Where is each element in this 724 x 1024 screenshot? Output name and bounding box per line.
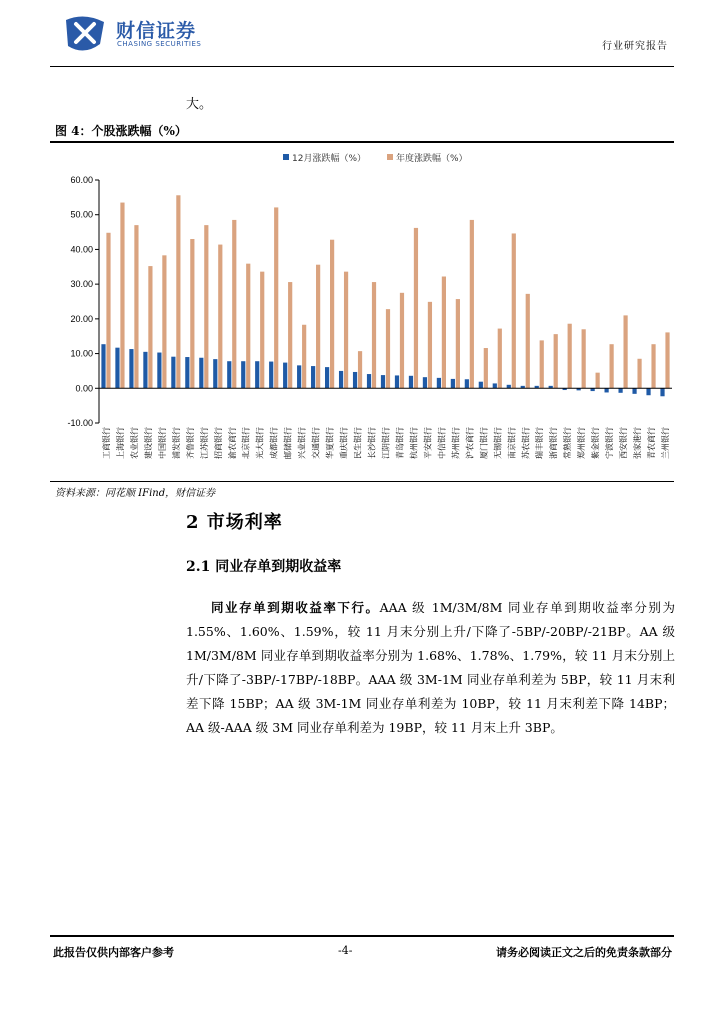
y-tick-label: 50.00	[70, 209, 93, 220]
bar-year	[372, 282, 376, 388]
x-category-label: 无锡银行	[493, 427, 503, 459]
x-category-label: 厦门银行	[479, 427, 489, 459]
bar-year	[428, 302, 432, 388]
bar-year	[484, 348, 488, 388]
body-paragraph	[186, 596, 675, 740]
stock-change-chart	[50, 146, 674, 481]
bar-year	[554, 334, 558, 388]
x-category-label: 张家港行	[633, 427, 643, 459]
y-tick-label: -10.00	[67, 418, 93, 428]
bar-year	[414, 228, 418, 388]
legend-swatch-year	[387, 154, 393, 160]
bar-dec	[115, 348, 119, 389]
x-category-label: 中国银行	[157, 427, 167, 459]
figure-caption: 图 4：个股涨跌幅（%）	[55, 124, 187, 138]
bar-year	[134, 225, 138, 388]
bar-dec	[353, 372, 357, 388]
bar-year	[637, 359, 641, 389]
bar-year	[610, 344, 614, 388]
bar-year	[582, 329, 586, 388]
x-category-label: 江苏银行	[199, 427, 209, 459]
bar-dec	[381, 375, 385, 388]
x-category-label: 齐鲁银行	[185, 427, 195, 459]
x-category-label: 南京银行	[507, 427, 517, 459]
x-category-label: 青岛银行	[395, 427, 405, 459]
bar-year	[274, 207, 278, 388]
x-category-label: 重庆银行	[339, 427, 349, 459]
bar-year	[526, 294, 530, 388]
x-category-label: 瑞丰银行	[535, 427, 545, 459]
x-category-label: 兴业银行	[297, 427, 307, 459]
header-divider	[50, 66, 674, 67]
x-category-label: 农业银行	[129, 427, 139, 459]
bar-dec	[367, 374, 371, 388]
bar-year	[358, 351, 362, 388]
x-category-label: 建设银行	[143, 427, 153, 459]
source-note: 资料来源：同花顺 IFind，财信证券	[55, 488, 216, 499]
bar-year	[204, 225, 208, 388]
y-tick-label: 30.00	[70, 279, 93, 290]
x-category-label: 招商银行	[213, 427, 223, 459]
bar-dec	[325, 367, 329, 388]
x-category-label: 华夏银行	[325, 427, 335, 459]
bar-dec	[101, 344, 105, 388]
bar-dec	[660, 388, 664, 396]
x-category-label: 渝农商行	[227, 427, 237, 459]
bar-year	[540, 340, 544, 388]
bar-year	[288, 282, 292, 388]
footer-disclaimer: 此报告仅供内部客户参考	[53, 946, 174, 959]
bar-year	[568, 324, 572, 389]
bar-year	[623, 315, 627, 388]
x-category-label: 郑州银行	[577, 427, 587, 459]
bar-dec	[423, 377, 427, 388]
x-category-label: 沪农商行	[465, 427, 475, 459]
x-category-label: 邮储银行	[283, 427, 293, 459]
bar-year	[400, 293, 404, 388]
logo-chinese-name: 财信证券	[116, 20, 197, 42]
footer-divider	[50, 935, 674, 937]
bar-dec	[143, 352, 147, 388]
y-axis	[67, 175, 99, 428]
legend-label-dec: 12月涨跌幅（%）	[292, 154, 367, 164]
x-category-label: 青农商行	[647, 427, 656, 459]
x-category-label: 紫金银行	[591, 427, 601, 459]
logo-mark-icon	[62, 14, 108, 54]
x-category-label: 上海银行	[116, 427, 125, 459]
x-category-label: 苏农银行	[521, 427, 531, 459]
section-heading: 2 市场利率	[186, 512, 283, 533]
bar-year	[176, 195, 180, 388]
chart-bars	[101, 195, 669, 396]
logo-english-name: CHASING SECURITIES	[117, 40, 202, 48]
bar-dec	[227, 361, 231, 388]
bar-year	[386, 309, 390, 388]
bar-dec	[479, 382, 483, 389]
bar-year	[344, 272, 348, 389]
y-tick-label: 40.00	[70, 244, 93, 255]
x-category-label: 宁波银行	[605, 427, 615, 459]
bar-dec	[283, 363, 287, 389]
bar-dec	[632, 388, 636, 394]
x-category-label: 光大银行	[255, 427, 265, 459]
bar-year	[246, 264, 250, 389]
bar-dec	[269, 362, 273, 389]
bar-year	[232, 220, 236, 388]
subsection-heading: 2.1 同业存单到期收益率	[186, 559, 342, 575]
bar-year	[106, 233, 110, 389]
x-category-label: 中信银行	[437, 427, 447, 459]
x-category-label: 杭州银行	[409, 427, 419, 459]
x-category-label: 民生银行	[353, 427, 363, 459]
bar-dec	[241, 361, 245, 388]
bar-dec	[646, 388, 650, 395]
bar-dec	[605, 388, 609, 392]
bar-dec	[339, 371, 343, 388]
bar-dec	[451, 379, 455, 388]
bar-year	[302, 325, 306, 389]
x-category-label: 苏州银行	[451, 427, 461, 459]
x-category-label: 江阴银行	[381, 427, 391, 459]
bar-dec	[185, 357, 189, 388]
bar-dec	[157, 353, 161, 389]
figure-bottom-divider	[50, 481, 674, 482]
bar-year	[120, 203, 124, 389]
x-category-label: 平安银行	[423, 427, 433, 459]
bar-dec	[409, 376, 413, 389]
bar-dec	[297, 365, 301, 388]
paragraph-text: AAA 级 1M/3M/8M 同业存单到期收益率分别为 1.55%、1.60%、1.59%，较 11 月末分别上升/下降了-5BP/-20BP/-21BP。AA 级 1M/3M/8M 同业存单到期收益率分别为 1.68%、1.78%、1.79%，较 11 月末分别上升/下降了-3BP/-17BP/-18BP。AAA 级 3M-1M 同业存单利差为 5BP，较 11 月末利差下降 15BP；AA 级 3M-1M 同业存单利差为 10BP，较 11 月末利差下降 14BP；AA 级-AAA 级 3M 同业存单利差为 19BP，较 11 月末上升 3BP。	[186, 600, 675, 735]
y-tick-label: 60.00	[70, 175, 93, 185]
y-tick-label: 10.00	[70, 348, 93, 359]
bar-year	[512, 233, 516, 388]
lead-text: 大。	[186, 97, 213, 112]
bar-year	[596, 373, 600, 389]
bar-dec	[171, 357, 175, 389]
bar-year	[148, 266, 152, 388]
bar-year	[218, 245, 222, 389]
x-category-label: 交通银行	[311, 427, 321, 459]
bar-year	[456, 299, 460, 388]
bar-dec	[507, 385, 511, 388]
company-logo	[62, 14, 262, 56]
bar-year	[162, 255, 166, 388]
bar-dec	[129, 349, 133, 388]
paragraph-lead-bold: 同业存单到期收益率下行。	[211, 600, 380, 615]
bar-year	[665, 332, 669, 388]
legend-swatch-dec	[283, 154, 289, 160]
bar-dec	[311, 366, 315, 388]
bar-year	[190, 239, 194, 388]
bar-dec	[255, 361, 259, 388]
bar-dec	[618, 388, 622, 393]
bar-year	[330, 240, 334, 389]
bar-dec	[213, 359, 217, 388]
figure-top-divider	[50, 141, 674, 143]
bar-year	[651, 344, 655, 388]
x-category-label: 常熟银行	[563, 427, 573, 459]
bar-year	[260, 272, 264, 389]
x-category-label: 兰州银行	[661, 427, 670, 459]
x-axis	[99, 388, 672, 459]
report-type-label: 行业研究报告	[602, 41, 668, 52]
footer-notice: 请务必阅读正文之后的免责条款部分	[496, 946, 672, 959]
bar-dec	[493, 383, 497, 388]
bar-year	[442, 277, 446, 389]
chart-legend	[283, 152, 468, 164]
legend-label-year: 年度涨跌幅（%）	[396, 154, 468, 164]
x-category-label: 北京银行	[241, 427, 251, 459]
bar-year	[470, 220, 474, 388]
x-category-label: 成都银行	[269, 427, 279, 459]
bar-year	[498, 329, 502, 389]
bar-dec	[395, 375, 399, 388]
bar-dec	[199, 358, 203, 389]
x-category-label: 长沙银行	[367, 427, 377, 459]
page-number: -4-	[338, 944, 353, 957]
y-tick-label: 20.00	[70, 313, 93, 324]
x-category-label: 工商银行	[102, 427, 111, 459]
bar-dec	[437, 378, 441, 388]
bar-dec	[465, 379, 469, 388]
x-category-label: 浦发银行	[171, 427, 181, 459]
y-tick-label: 0.00	[75, 383, 93, 394]
x-category-label: 西安银行	[619, 427, 629, 459]
bar-year	[316, 265, 320, 389]
x-category-label: 浙商银行	[549, 427, 559, 459]
